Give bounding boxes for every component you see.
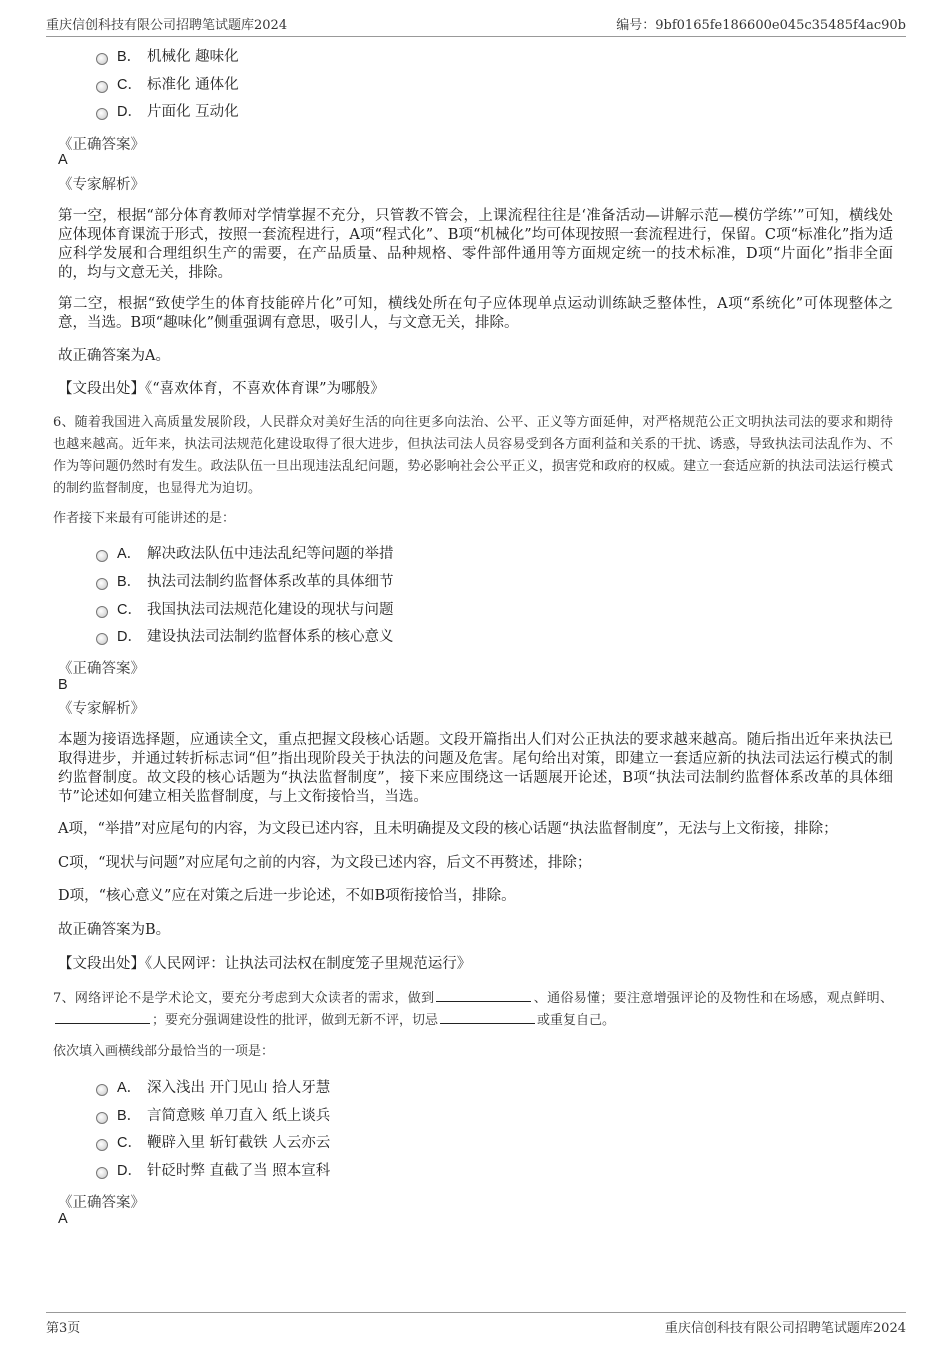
footer-title: 重庆信创科技有限公司招聘笔试题库2024	[664, 1321, 906, 1336]
radio-icon[interactable]	[96, 1139, 108, 1151]
q6-analysis-conclusion: 故正确答案为B。	[58, 922, 171, 938]
q6-stem: 6、随着我国进入高质量发展阶段，人民群众对美好生活的向往更多向法治、公平、正义等方面延伸，对严格规范公正文明执法司法的要求和期待也越来越高。近年来，执法司法规范化建设取得了很大进步，但执法司法人员容易受到各方面利益和关系的干扰、诱惑，导致执法司法乱作为、不作为等问题仍然时有发生。政法队伍一旦出现违法乱纪问题，势必影响社会公平正义，损害党和政府的权威。建立一套适应新的执法司法运行模式的制约监督制度，也显得尤为迫切。	[53, 415, 893, 496]
radio-icon[interactable]	[96, 1084, 108, 1096]
page-number: 第3页	[46, 1321, 81, 1336]
page-header	[46, 14, 906, 37]
q5-analysis-conclusion: 故正确答案为A。	[58, 348, 170, 364]
page-footer	[46, 1312, 906, 1339]
q5-option-c[interactable]: C． 标准化 通体化	[96, 74, 239, 96]
q5-analysis-label: 《专家解析》	[58, 177, 145, 193]
radio-icon[interactable]	[96, 81, 108, 93]
header-title: 重庆信创科技有限公司招聘笔试题库2024	[46, 18, 288, 33]
q5-answer-label: 《正确答案》	[58, 137, 145, 153]
q6-option-b[interactable]: B． 执法司法制约监督体系改革的具体细节	[96, 571, 394, 593]
fill-blank-2[interactable]	[55, 1011, 150, 1024]
radio-icon[interactable]	[96, 578, 108, 590]
q6-analysis-p1: 本题为接语选择题，应通读全文，重点把握文段核心话题。文段开篇指出人们对公正执法的要求越来越高。随后指出近年来执法已取得进步，并通过转折标志词“但”指出现阶段关于执法的问题及危害。尾句给出对策，即建立一套适应新的执法司法运行模式的制约监督制度。故文段的核心话题为“执法监督制度”，接下来应围绕这一话题展开论述，B项“执法司法制约监督体系改革的具体细节”论述如何建立相关监督制度，与上文衔接恰当，当选。	[58, 732, 893, 805]
q7-option-c[interactable]: C． 鞭辟入里 斩钉截铁 人云亦云	[96, 1132, 330, 1154]
radio-icon[interactable]	[96, 1167, 108, 1179]
q6-option-c[interactable]: C． 我国执法司法规范化建设的现状与问题	[96, 599, 394, 621]
q6-analysis-p2: A项，“举措”对应尾句的内容，为文段已述内容，且未明确提及文段的核心话题“执法监督制度”，无法与上文衔接，排除；	[58, 821, 838, 837]
q5-source: 【文段出处】《“喜欢体育，不喜欢体育课”为哪般》	[58, 381, 385, 397]
radio-icon[interactable]	[96, 550, 108, 562]
fill-blank-1[interactable]	[436, 989, 531, 1002]
q7-answer-label: 《正确答案》	[58, 1195, 145, 1211]
radio-icon[interactable]	[96, 53, 108, 65]
radio-icon[interactable]	[96, 1112, 108, 1124]
q5-option-d[interactable]: D． 片面化 互动化	[96, 101, 239, 123]
q6-analysis-p3: C项，“现状与问题”对应尾句之前的内容，为文段已述内容，后文不再赘述，排除；	[58, 855, 592, 871]
q6-answer: B	[58, 677, 68, 693]
q6-answer-label: 《正确答案》	[58, 661, 145, 677]
q6-source: 【文段出处】《人民网评：让执法司法权在制度笼子里规范运行》	[58, 956, 472, 972]
radio-icon[interactable]	[96, 633, 108, 645]
q5-analysis-p2: 第二空，根据“致使学生的体育技能碎片化”可知，横线处所在句子应体现单点运动训练缺乏整体性，A项“系统化”可体现整体之意，当选。B项“趣味化”侧重强调有意思，吸引人，与文意无关，排除。	[58, 296, 893, 331]
radio-icon[interactable]	[96, 606, 108, 618]
q5-option-b[interactable]: B． 机械化 趣味化	[96, 46, 239, 68]
q7-option-b[interactable]: B． 言简意赅 单刀直入 纸上谈兵	[96, 1105, 330, 1127]
radio-icon[interactable]	[96, 108, 108, 120]
q5-analysis-p1: 第一空，根据“部分体育教师对学情掌握不充分，只管教不管会，上课流程往往是‘准备活动—讲解示范—模仿学练’”可知，横线处应体现体育课流于形式，按照一套流程进行，A项“程式化”、B项“机械化”均可体现按照一套流程进行，保留。C项“标准化”指为适应科学发展和合理组织生产的需要，在产品质量、品种规格、零件部件通用等方面规定统一的技术标准，D项“片面化”指非全面的，均与文意无关，排除。	[58, 208, 893, 281]
q6-option-a[interactable]: A． 解决政法队伍中违法乱纪等问题的举措	[96, 543, 394, 565]
q7-prompt: 依次填入画横线部分最恰当的一项是：	[53, 1044, 275, 1059]
q6-analysis-p4: D项，“核心意义”应在对策之后进一步论述，不如B项衔接恰当，排除。	[58, 888, 516, 904]
q7-option-d[interactable]: D． 针砭时弊 直截了当 照本宣科	[96, 1160, 330, 1182]
q7-answer: A	[58, 1211, 68, 1227]
q6-analysis-label: 《专家解析》	[58, 701, 145, 717]
fill-blank-3[interactable]	[440, 1011, 535, 1024]
header-doc-id: 编号：9bf0165fe186600e045c35485f4ac90b	[616, 18, 906, 33]
q5-answer: A	[58, 152, 68, 168]
q7-option-a[interactable]: A． 深入浅出 开门见山 拾人牙慧	[96, 1077, 330, 1099]
q6-prompt: 作者接下来最有可能讲述的是：	[53, 511, 236, 526]
q6-option-d[interactable]: D． 建设执法司法制约监督体系的核心意义	[96, 626, 394, 648]
q7-stem: 7、网络评论不是学术论文，要充分考虑到大众读者的需求，做到 、通俗易懂；要注意增强评论的及物性和在场感，观点鲜明、；要充分强调建设性的批评，做到无新不评，切忌 或重复自己。	[53, 991, 893, 1028]
